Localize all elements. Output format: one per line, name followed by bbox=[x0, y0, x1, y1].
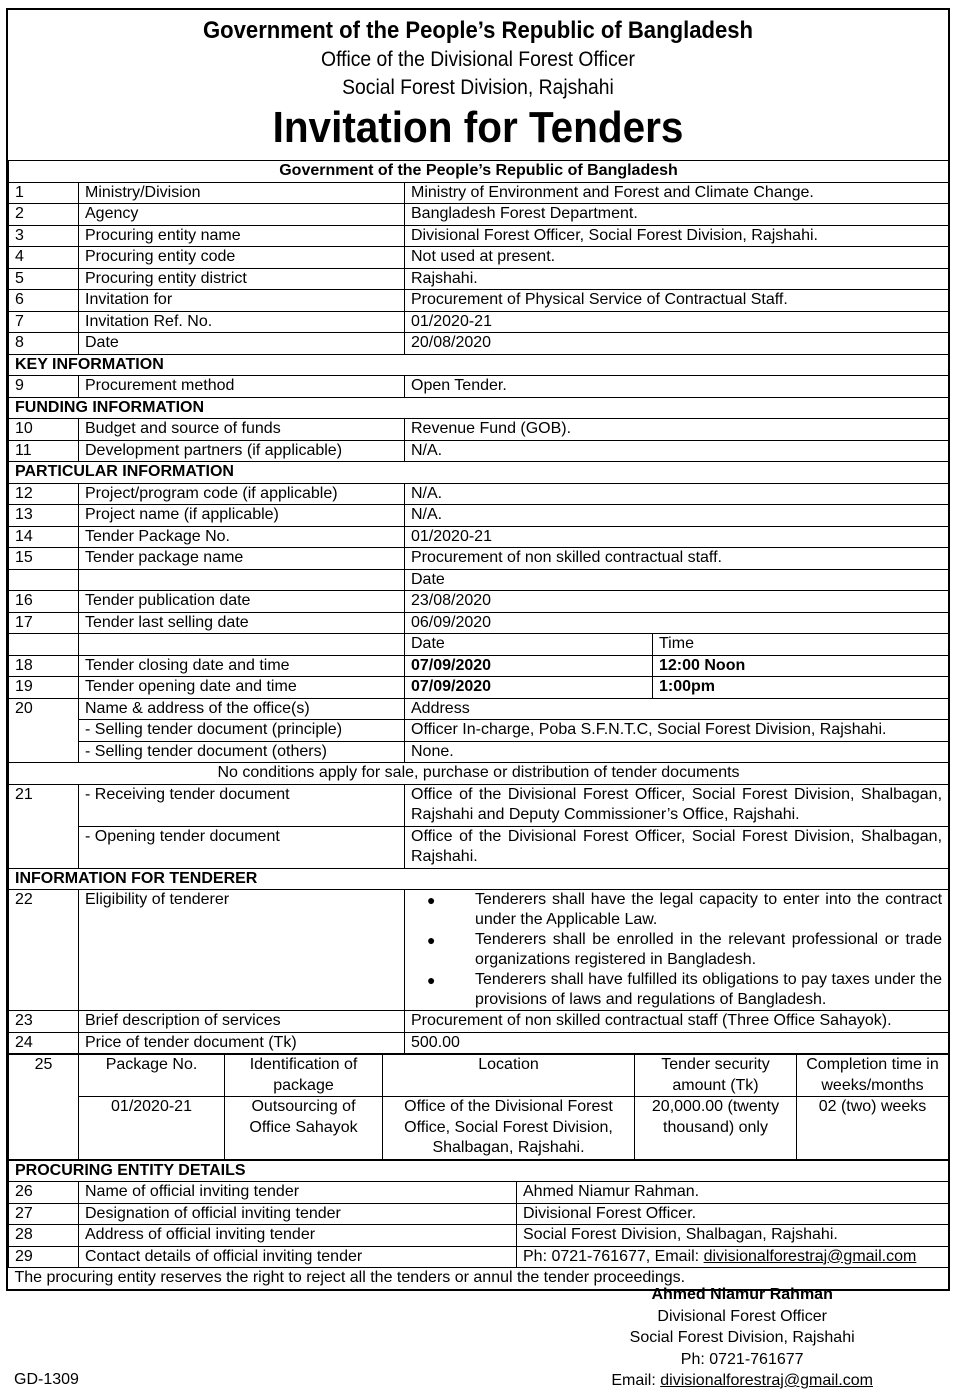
closing-date: 07/09/2020 bbox=[405, 655, 653, 677]
row-number: 1 bbox=[9, 182, 79, 204]
signatory-phone: Ph: 0721-761677 bbox=[680, 1350, 804, 1368]
row-number: 3 bbox=[9, 225, 79, 247]
row-value: Ahmed Niamur Rahman. bbox=[517, 1182, 949, 1204]
table-row bbox=[9, 311, 949, 333]
list-item: ● Tenderers shall have fulfilled its obligations to pay taxes under the provisions of laws and regulations of Bangladesh. bbox=[411, 970, 942, 1010]
section-heading-particular: PARTICULAR INFORMATION bbox=[9, 462, 949, 484]
row-label: - Selling tender document (principle) bbox=[79, 720, 405, 742]
row-number: 25 bbox=[9, 1055, 79, 1160]
row-value: N/A. bbox=[405, 505, 949, 527]
row-label: Agency bbox=[79, 204, 405, 226]
row-value: 01/2020-21 bbox=[405, 311, 949, 333]
table-row bbox=[9, 698, 949, 720]
row-value: Officer In-charge, Poba S.F.N.T.C, Social Forest Division, Rajshahi. bbox=[405, 720, 949, 742]
table-row bbox=[9, 526, 949, 548]
row-value: 500.00 bbox=[405, 1032, 949, 1054]
table-row bbox=[9, 1055, 949, 1097]
signatory-name: Ahmed Niamur Rahman bbox=[651, 1286, 833, 1303]
row-label: Procurement method bbox=[79, 376, 405, 398]
table-row bbox=[9, 483, 949, 505]
row-value: Procurement of non skilled contractual staff (Three Office Sahayok). bbox=[405, 1011, 949, 1033]
date-column-label: Date bbox=[405, 569, 949, 591]
row-number: 12 bbox=[9, 483, 79, 505]
package-cell: Outsourcing of Office Sahayok bbox=[225, 1097, 383, 1160]
row-number: 10 bbox=[9, 419, 79, 441]
signatory-division: Social Forest Division, Rajshahi bbox=[629, 1329, 855, 1346]
package-cell: 20,000.00 (twenty thousand) only bbox=[635, 1097, 797, 1160]
division-title: Social Forest Division, Rajshahi bbox=[342, 76, 614, 99]
row-value: Procurement of non skilled contractual staff. bbox=[405, 548, 949, 570]
reserve-note: The procuring entity reserves the right to reject all the tenders or annul the tender proceedings. bbox=[9, 1268, 949, 1289]
row-number: 16 bbox=[9, 591, 79, 613]
opening-date: 07/09/2020 bbox=[405, 677, 653, 699]
column-header: Tender security amount (Tk) bbox=[635, 1055, 797, 1097]
table-row bbox=[9, 720, 949, 742]
row-value: 23/08/2020 bbox=[405, 591, 949, 613]
package-cell: Office of the Divisional Forest Office, Social Forest Division, Shalbagan, Rajshahi. bbox=[383, 1097, 635, 1160]
table-row bbox=[9, 204, 949, 226]
contact-email-link[interactable]: divisionalforestraj@gmail.com bbox=[703, 1247, 917, 1265]
table-heading: Government of the People’s Republic of Bangladesh bbox=[9, 161, 949, 183]
row-value: Divisional Forest Officer, Social Forest Division, Rajshahi. bbox=[405, 225, 949, 247]
signatory-email bbox=[611, 1370, 873, 1392]
row-label: Tender last selling date bbox=[79, 612, 405, 634]
section-heading-procuring: PROCURING ENTITY DETAILS bbox=[9, 1160, 949, 1182]
tender-table bbox=[8, 160, 949, 1054]
row-label: - Selling tender document (others) bbox=[79, 741, 405, 763]
table-row bbox=[9, 784, 949, 826]
row-number: 23 bbox=[9, 1011, 79, 1033]
row-value: Office of the Divisional Forest Officer, Social Forest Division, Shalbagan, Rajshahi and Deputy Commissioner’s Office, Rajshahi. bbox=[405, 784, 949, 826]
row-value: N/A. bbox=[405, 440, 949, 462]
table-row bbox=[9, 376, 949, 398]
row-label: Procuring entity district bbox=[79, 268, 405, 290]
row-label: Procuring entity name bbox=[79, 225, 405, 247]
row-value: Address bbox=[405, 698, 949, 720]
notice-frame bbox=[6, 8, 950, 1291]
row-number: 22 bbox=[9, 890, 79, 1011]
table-row bbox=[9, 1203, 949, 1225]
row-number: 13 bbox=[9, 505, 79, 527]
procuring-table bbox=[8, 1160, 949, 1289]
row-label: Tender closing date and time bbox=[79, 655, 405, 677]
row-value: Divisional Forest Officer. bbox=[517, 1203, 949, 1225]
row-value: Open Tender. bbox=[405, 376, 949, 398]
row-label: Name of official inviting tender bbox=[79, 1182, 517, 1204]
row-label: - Opening tender document bbox=[79, 826, 405, 868]
row-value: Ministry of Environment and Forest and Climate Change. bbox=[405, 182, 949, 204]
row-label: Invitation for bbox=[79, 290, 405, 312]
gd-code: GD-1309 bbox=[14, 1371, 79, 1388]
opening-time: 1:00pm bbox=[653, 677, 949, 699]
table-row bbox=[9, 655, 949, 677]
row-number: 14 bbox=[9, 526, 79, 548]
row-label: Designation of official inviting tender bbox=[79, 1203, 517, 1225]
row-label: Contact details of official inviting tender bbox=[79, 1246, 517, 1268]
row-label: Brief description of services bbox=[79, 1011, 405, 1033]
row-number: 28 bbox=[9, 1225, 79, 1247]
list-item: ● Tenderers shall have the legal capacity to enter into the contract under the Applicable Law. bbox=[411, 890, 942, 930]
row-number: 4 bbox=[9, 247, 79, 269]
package-cell: 01/2020-21 bbox=[79, 1097, 225, 1160]
table-row bbox=[9, 634, 949, 656]
table-row bbox=[9, 591, 949, 613]
table-row bbox=[9, 182, 949, 204]
table-row bbox=[9, 612, 949, 634]
row-value: 01/2020-21 bbox=[405, 526, 949, 548]
time-column-label: Time bbox=[653, 634, 949, 656]
row-number: 2 bbox=[9, 204, 79, 226]
row-label: Ministry/Division bbox=[79, 182, 405, 204]
package-cell: 02 (two) weeks bbox=[797, 1097, 949, 1160]
table-row bbox=[9, 333, 949, 355]
row-value: 20/08/2020 bbox=[405, 333, 949, 355]
row-label: Name & address of the office(s) bbox=[79, 698, 405, 720]
signature-block bbox=[611, 1284, 873, 1392]
table-row bbox=[9, 247, 949, 269]
row-number: 26 bbox=[9, 1182, 79, 1204]
table-row bbox=[9, 1246, 949, 1268]
row-value: Office of the Divisional Forest Officer, Social Forest Division, Shalbagan, Rajshahi. bbox=[405, 826, 949, 868]
row-number: 9 bbox=[9, 376, 79, 398]
row-label: Development partners (if applicable) bbox=[79, 440, 405, 462]
table-row bbox=[9, 419, 949, 441]
table-row bbox=[9, 677, 949, 699]
row-label: Invitation Ref. No. bbox=[79, 311, 405, 333]
row-number: 17 bbox=[9, 612, 79, 634]
row-number: 21 bbox=[9, 784, 79, 868]
no-conditions-note: No conditions apply for sale, purchase or distribution of tender documents bbox=[9, 763, 949, 785]
row-value: Revenue Fund (GOB). bbox=[405, 419, 949, 441]
row-label: Date bbox=[79, 333, 405, 355]
row-number: 24 bbox=[9, 1032, 79, 1054]
list-item: ● Tenderers shall be enrolled in the relevant professional or trade organizations registered in Bangladesh. bbox=[411, 930, 942, 970]
signatory-email-link[interactable]: divisionalforestraj@gmail.com bbox=[660, 1372, 873, 1389]
row-label: Tender publication date bbox=[79, 591, 405, 613]
table-row bbox=[9, 440, 949, 462]
table-row bbox=[9, 548, 949, 570]
government-title: Government of the People’s Republic of Bangladesh bbox=[202, 17, 754, 44]
row-value: Bangladesh Forest Department. bbox=[405, 204, 949, 226]
contact-details bbox=[517, 1246, 949, 1268]
date-column-label: Date bbox=[405, 634, 653, 656]
table-row bbox=[9, 290, 949, 312]
row-number: 6 bbox=[9, 290, 79, 312]
package-table bbox=[8, 1054, 949, 1160]
column-header: Identification of package bbox=[225, 1055, 383, 1097]
eligibility-list bbox=[411, 890, 942, 1010]
row-label: Eligibility of tenderer bbox=[79, 890, 405, 1011]
row-label: Tender opening date and time bbox=[79, 677, 405, 699]
email-prefix: Email: bbox=[611, 1372, 661, 1389]
table-row bbox=[9, 1011, 949, 1033]
table-row bbox=[9, 268, 949, 290]
table-row bbox=[9, 569, 949, 591]
row-label: Tender package name bbox=[79, 548, 405, 570]
row-number: 11 bbox=[9, 440, 79, 462]
office-title: Office of the Divisional Forest Officer bbox=[321, 48, 635, 71]
eligibility-list-cell bbox=[405, 890, 949, 1011]
row-label: Price of tender document (Tk) bbox=[79, 1032, 405, 1054]
row-value: None. bbox=[405, 741, 949, 763]
row-value: 06/09/2020 bbox=[405, 612, 949, 634]
column-header: Location bbox=[383, 1055, 635, 1097]
row-label: Project name (if applicable) bbox=[79, 505, 405, 527]
table-row bbox=[9, 1182, 949, 1204]
table-row bbox=[9, 1032, 949, 1054]
contact-prefix: Ph: 0721-761677, Email: bbox=[523, 1247, 704, 1265]
row-number: 18 bbox=[9, 655, 79, 677]
section-heading-tenderer: INFORMATION FOR TENDERER bbox=[9, 868, 949, 890]
notice-header bbox=[8, 16, 948, 154]
row-number: 8 bbox=[9, 333, 79, 355]
column-header: Package No. bbox=[79, 1055, 225, 1097]
page-title: Invitation for Tenders bbox=[272, 103, 684, 152]
row-label: Project/program code (if applicable) bbox=[79, 483, 405, 505]
signatory-designation: Divisional Forest Officer bbox=[657, 1307, 827, 1325]
row-value: N/A. bbox=[405, 483, 949, 505]
column-header: Completion time in weeks/months bbox=[797, 1055, 949, 1097]
table-row bbox=[9, 225, 949, 247]
row-number: 29 bbox=[9, 1246, 79, 1268]
table-row bbox=[9, 890, 949, 1011]
table-row bbox=[9, 741, 949, 763]
table-row bbox=[9, 1097, 949, 1160]
row-value: Procurement of Physical Service of Contractual Staff. bbox=[405, 290, 949, 312]
closing-time: 12:00 Noon bbox=[653, 655, 949, 677]
section-heading-funding: FUNDING INFORMATION bbox=[9, 397, 949, 419]
row-number: 7 bbox=[9, 311, 79, 333]
row-label: - Receiving tender document bbox=[79, 784, 405, 826]
row-label: Budget and source of funds bbox=[79, 419, 405, 441]
row-number: 19 bbox=[9, 677, 79, 699]
row-label: Tender Package No. bbox=[79, 526, 405, 548]
section-heading-key: KEY INFORMATION bbox=[9, 354, 949, 376]
row-value: Social Forest Division, Shalbagan, Rajshahi. bbox=[517, 1225, 949, 1247]
table-row bbox=[9, 1225, 949, 1247]
row-number: 5 bbox=[9, 268, 79, 290]
row-number: 15 bbox=[9, 548, 79, 570]
row-number: 20 bbox=[9, 698, 79, 763]
row-value: Rajshahi. bbox=[405, 268, 949, 290]
row-label: Procuring entity code bbox=[79, 247, 405, 269]
row-number: 27 bbox=[9, 1203, 79, 1225]
row-value: Not used at present. bbox=[405, 247, 949, 269]
table-row bbox=[9, 826, 949, 868]
row-label: Address of official inviting tender bbox=[79, 1225, 517, 1247]
table-row bbox=[9, 505, 949, 527]
